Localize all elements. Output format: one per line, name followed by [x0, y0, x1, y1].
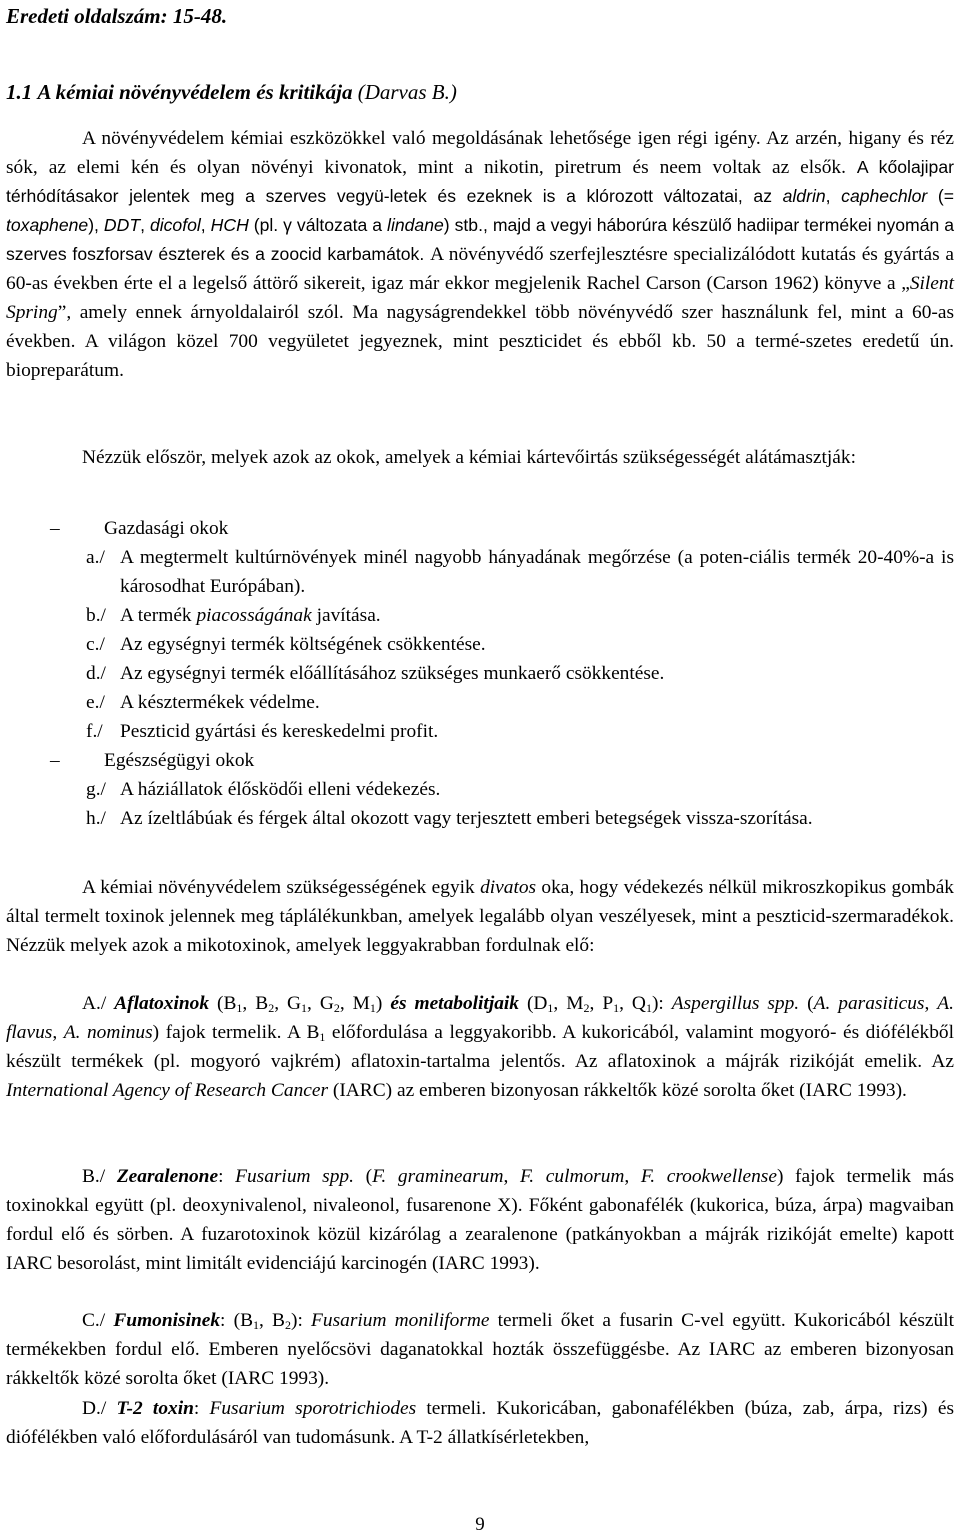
list-item: a./ A megtermelt kultúrnövények minél nagyobb hányadának megőrzése (a poten-ciális termék 20-40%-a is károsodhat Európában).: [86, 547, 954, 597]
section-title: A kémiai növényvédelem és kritikája: [37, 80, 353, 104]
section-heading: [6, 79, 457, 105]
list-item: f./ Peszticid gyártási és kereskedelmi profit.: [86, 721, 439, 742]
mycotoxin-intro-paragraph: A kémiai növényvédelem szükségességének egyik divatos oka, hogy védekezés nélkül mikroszkopikus gombák által termelt toxinok jelennek meg táplálékunkban, amelyek legalább olyan veszélyesek, mint a peszticid-szermaradékok. Nézzük melyek azok a mikotoxinok, amelyek leggyakrabban fordulnak elő:: [6, 877, 954, 956]
reasons-intro-paragraph: Nézzük először, melyek azok az okok, amelyek a kémiai kártevőirtás szükségességét alátámasztják:: [82, 447, 856, 468]
list-item: d./ Az egységnyi termék előállításához szükséges munkaerő csökkentése.: [86, 663, 665, 684]
section-author: (Darvas B.): [357, 80, 457, 104]
health-reasons-heading: – Egészségügyi okok: [50, 750, 255, 771]
economic-reasons-heading: – Gazdasági okok: [50, 518, 229, 539]
list-item: b./ A termék piacosságának javítása.: [86, 605, 381, 626]
zearalenone-paragraph: B./ Zearalenone: Fusarium spp. (F. graminearum, F. culmorum, F. crookwellense) fajok termelik más toxinokkal együtt (pl. deoxynivalenol, nivaleonol, fusarenone X). Főként gabonafélék (kukorica, búza, árpa) magvaiban fordul elő és sörben. A fuzarotoxinok közül kizárólag a zearalenone (patkányokban a májrák rizikóját emelte) kapott IARC besorolást, mint limitált evidenciájú karcinogén (IARC 1993).: [6, 1166, 954, 1274]
section-number: 1.1: [6, 80, 33, 104]
list-item: e./ A késztermékek védelme.: [86, 692, 320, 713]
t2-toxin-paragraph: D./ T-2 toxin: Fusarium sporotrichiodes termeli. Kukoricában, gabonafélékben (búza, zab, árpa, rizs) és diófélékben való előfordulásáról van tudomásunk. A T-2 állatkísérletekben,: [6, 1398, 954, 1448]
list-item: h./ Az ízeltlábúak és férgek által okozott vagy terjesztett emberi betegségek vissza-szorítása.: [86, 808, 813, 829]
list-item: c./ Az egységnyi termék költségének csökkentése.: [86, 634, 486, 655]
fumonisin-paragraph: C./ Fumonisinek: ($B_1$, $B_2$): Fusarium moniliforme termeli őket a fusarin C-vel együtt. Kukoricából készült termékekben fordul elő. Emberen nyelőcsövi daganatokkal hozták összefüggésbe. Az IARC az emberen bizonyosan rákkeltők közé sorolta őket (IARC 1993).: [6, 1310, 954, 1389]
aflatoxin-paragraph: A./ Aflatoxinok ($B_1$, $B_2$, $G_1$, $G_2$, $M_1$) és metabolitjaik ($D_1$, $M_2$, $P_1$, $Q_1$): Aspergillus spp. (A. parasiticus, A. flavus, A. nominus) fajok termelik. A $B_1$ előfordulása a leggyakoribb. A kukoricából, valamint mogyoró- és diófélékből készült termékek (pl. mogyoró vajkrém) aflatoxin-tartalma jelentős. Az aflatoxinok a májrák rizikóját emelik. Az International Agency of Research Cancer (IARC) az emberen bizonyosan rákkeltők közé sorolta őket (IARC 1993).: [6, 993, 954, 1101]
page-number: 9: [475, 1514, 485, 1535]
list-item: g./ A háziállatok élősködői elleni védekezés.: [86, 779, 441, 800]
intro-paragraph: A növényvédelem kémiai eszközökkel való megoldásának lehetősége igen régi igény. Az arzén, higany és réz sók, az elemi kén és olyan növényi kivonatok, mint a nikotin, piretrum és neem voltak az elsők. A kőolajipar térhódításakor jelentek meg a szerves vegyü-letek és ezeknek is a klórozott változatai, az aldrin, caphechlor (= toxaphene), DDT, dicofol, HCH (pl. γ változata a lindane) stb., majd a vegyi háborúra készülő hadiipar termékei nyomán a szerves foszforsav észterek és a zoocid karbamátok. A növényvédő szerfejlesztésre specializálódott kutatás és gyártás a 60-as években érte el a legelső áttörő sikereit, igaz már ekkor megjelenik Rachel Carson (Carson 1962) könyve a „Silent Spring”, amely ennek árnyoldalairól szól. Ma nagyságrendekkel több növényvédő szer használunk fel, mint a 60-as években. A világon közel 700 vegyületet jegyeznek, mint peszticidet és ebből kb. 50 a termé-szetes eredetű ún. biopreparátum.: [6, 128, 955, 381]
original-page-note: Eredeti oldalszám: 15-48.: [6, 4, 228, 28]
